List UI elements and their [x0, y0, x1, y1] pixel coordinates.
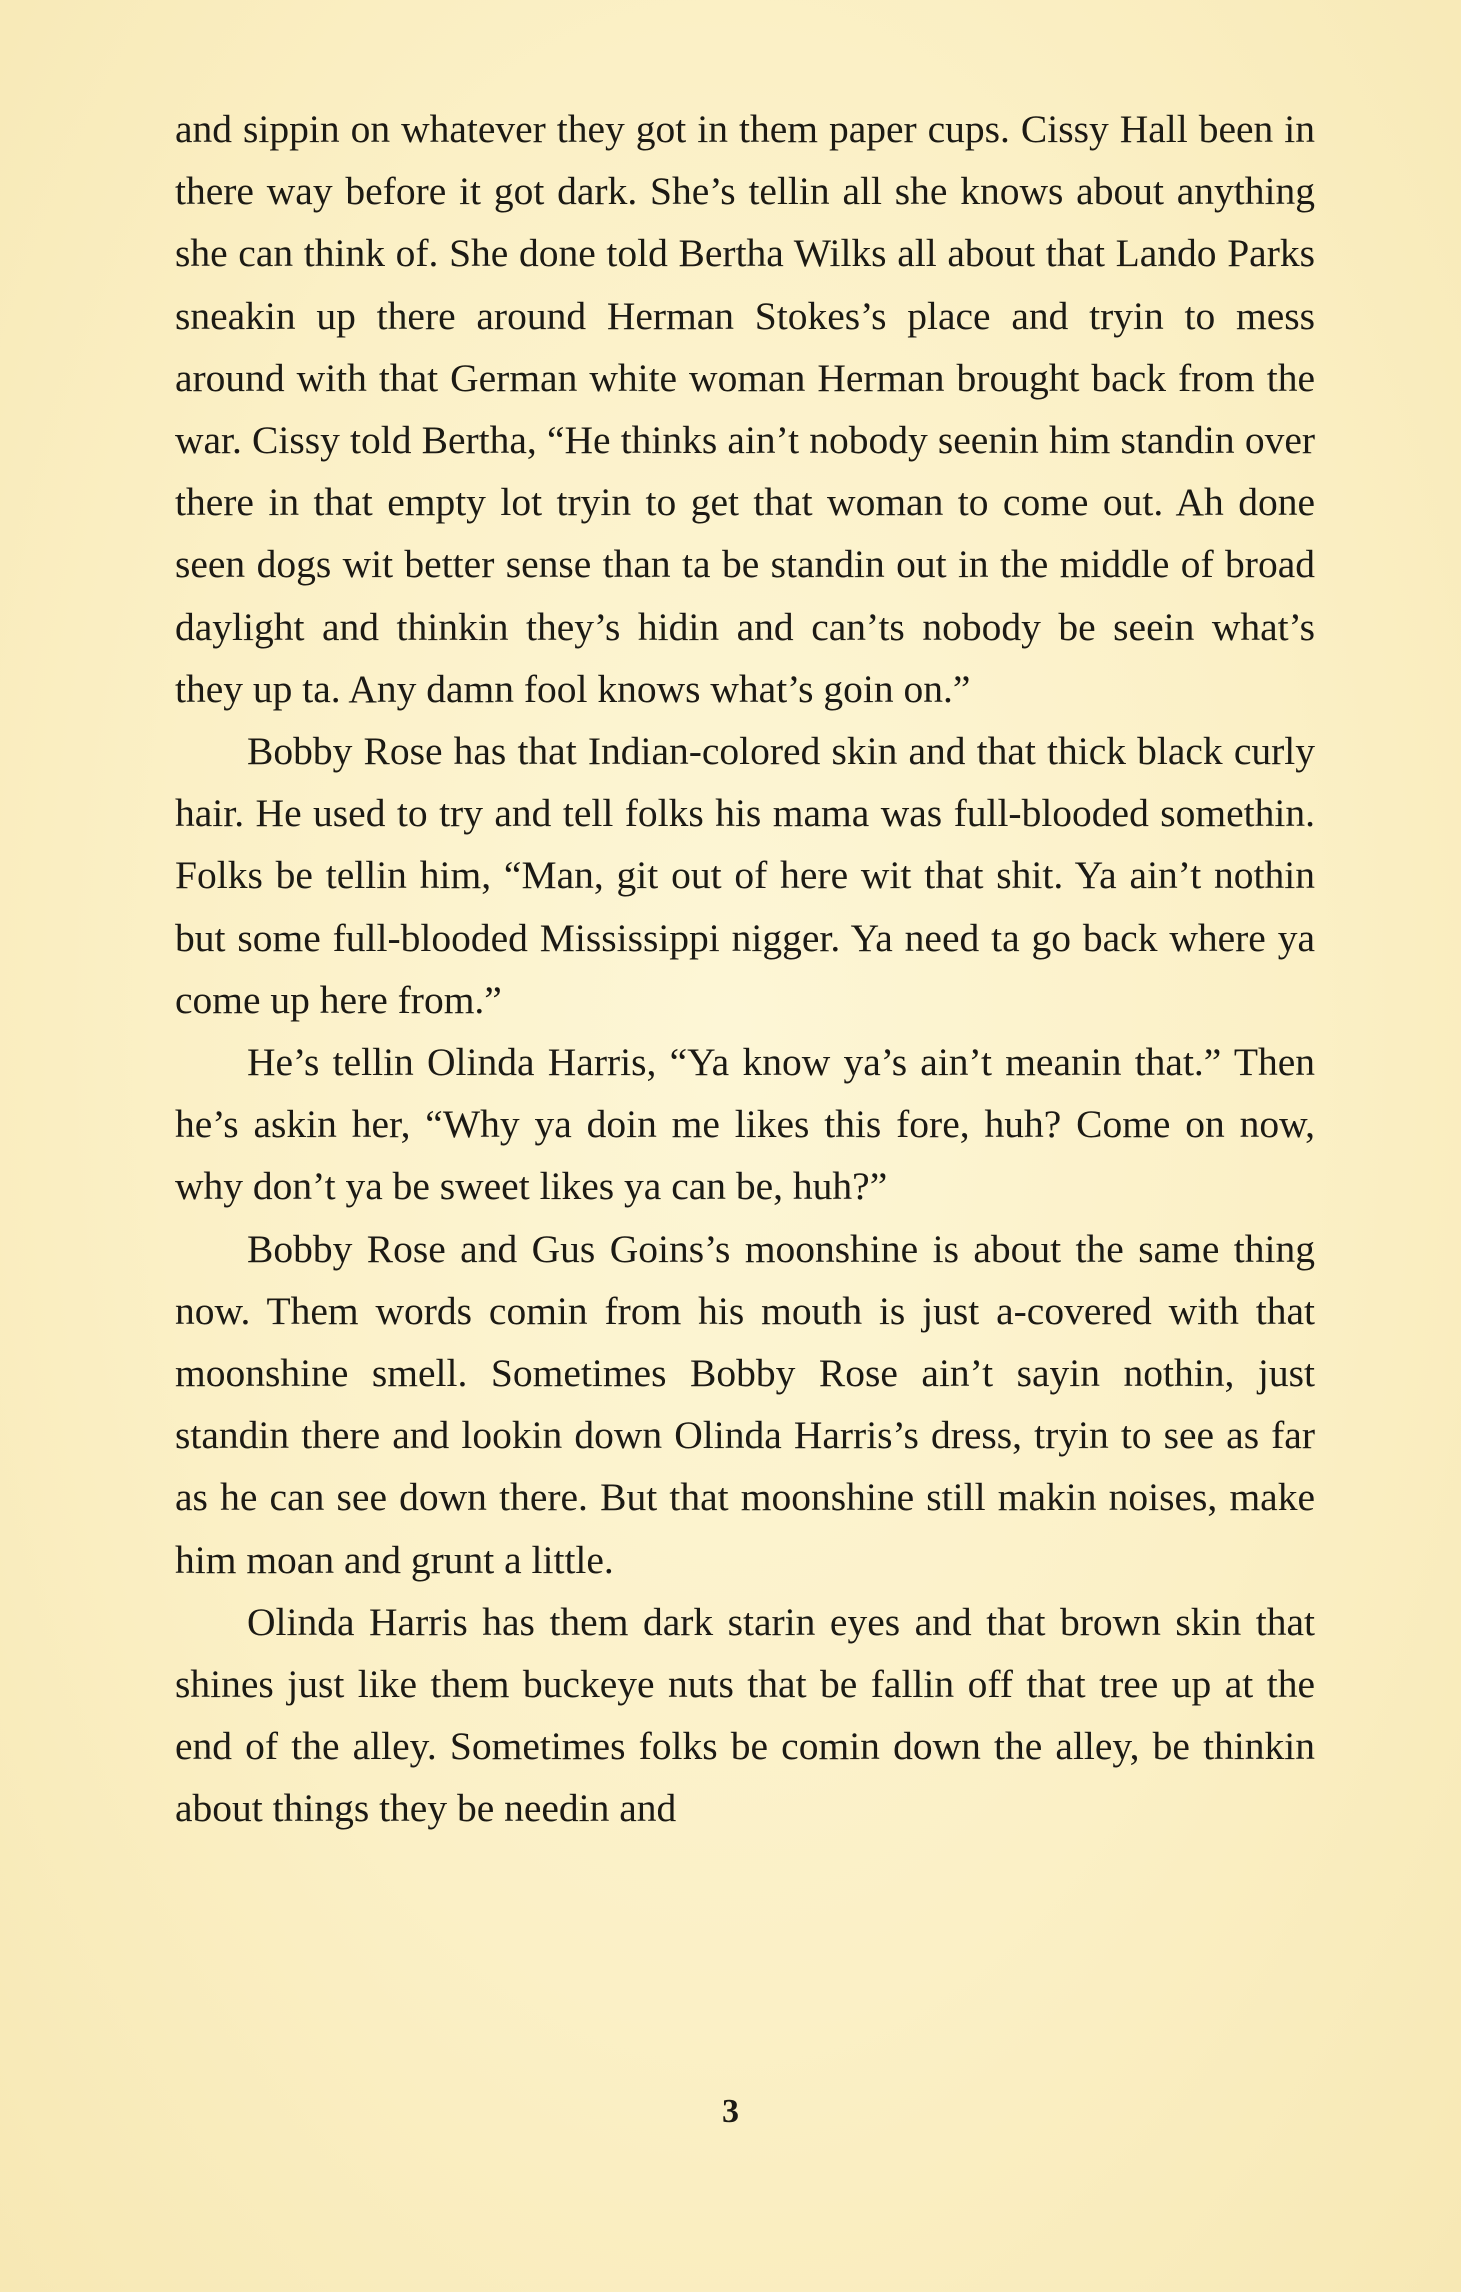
paragraph-5: Olinda Harris has them dark starin eyes and that brown skin that shines just like them buckeye nuts that be fallin off that tree up at the end of the alley. Sometimes folks be comin down the alley, be thinkin about things they be needin and: [175, 1599, 1315, 1831]
paragraph-3: He’s tellin Olinda Harris, “Ya know ya’s ain’t meanin that.” Then he’s askin her, “Why ya doin me likes this fore, huh? Come on now, why don’t ya be sweet likes ya can be, huh?”: [175, 1040, 1315, 1209]
paragraph-2: Bobby Rose has that Indian-colored skin and that thick black curly hair. He used to try and tell folks his mama was full-blooded somethin. Folks be tellin him, “Man, git out of here wit that shit. Ya ain’t nothin but some full-blooded Mississippi nigger. Ya need ta go back where ya come up here from.”: [175, 729, 1315, 1022]
paragraph-1: and sippin on whatever they got in them paper cups. Cissy Hall been in there way before it got dark. She’s tellin all she knows about anything she can think of. She done told Bertha Wilks all about that Lando Parks sneakin up there around Herman Stokes’s place and tryin to mess around with that German white woman Herman brought back from the war. Cissy told Bertha, “He thinks ain’t nobody seenin him standin over there in that empty lot tryin to get that woman to come out. Ah done seen dogs wit better sense than ta be standin out in the middle of broad daylight and thinkin they’s hidin and can’ts nobody be seein what’s they up ta. Any damn fool knows what’s goin on.”: [175, 107, 1315, 711]
page-number: 3: [722, 2093, 739, 2130]
paragraph-4: Bobby Rose and Gus Goins’s moonshine is about the same thing now. Them words comin from his mouth is just a-covered with that moonshine smell. Sometimes Bobby Rose ain’t sayin nothin, just standin there and lookin down Olinda Harris’s dress, tryin to see as far as he can see down there. But that moonshine still makin noises, make him moan and grunt a little.: [175, 1226, 1315, 1582]
body-text: [175, 98, 1315, 1840]
